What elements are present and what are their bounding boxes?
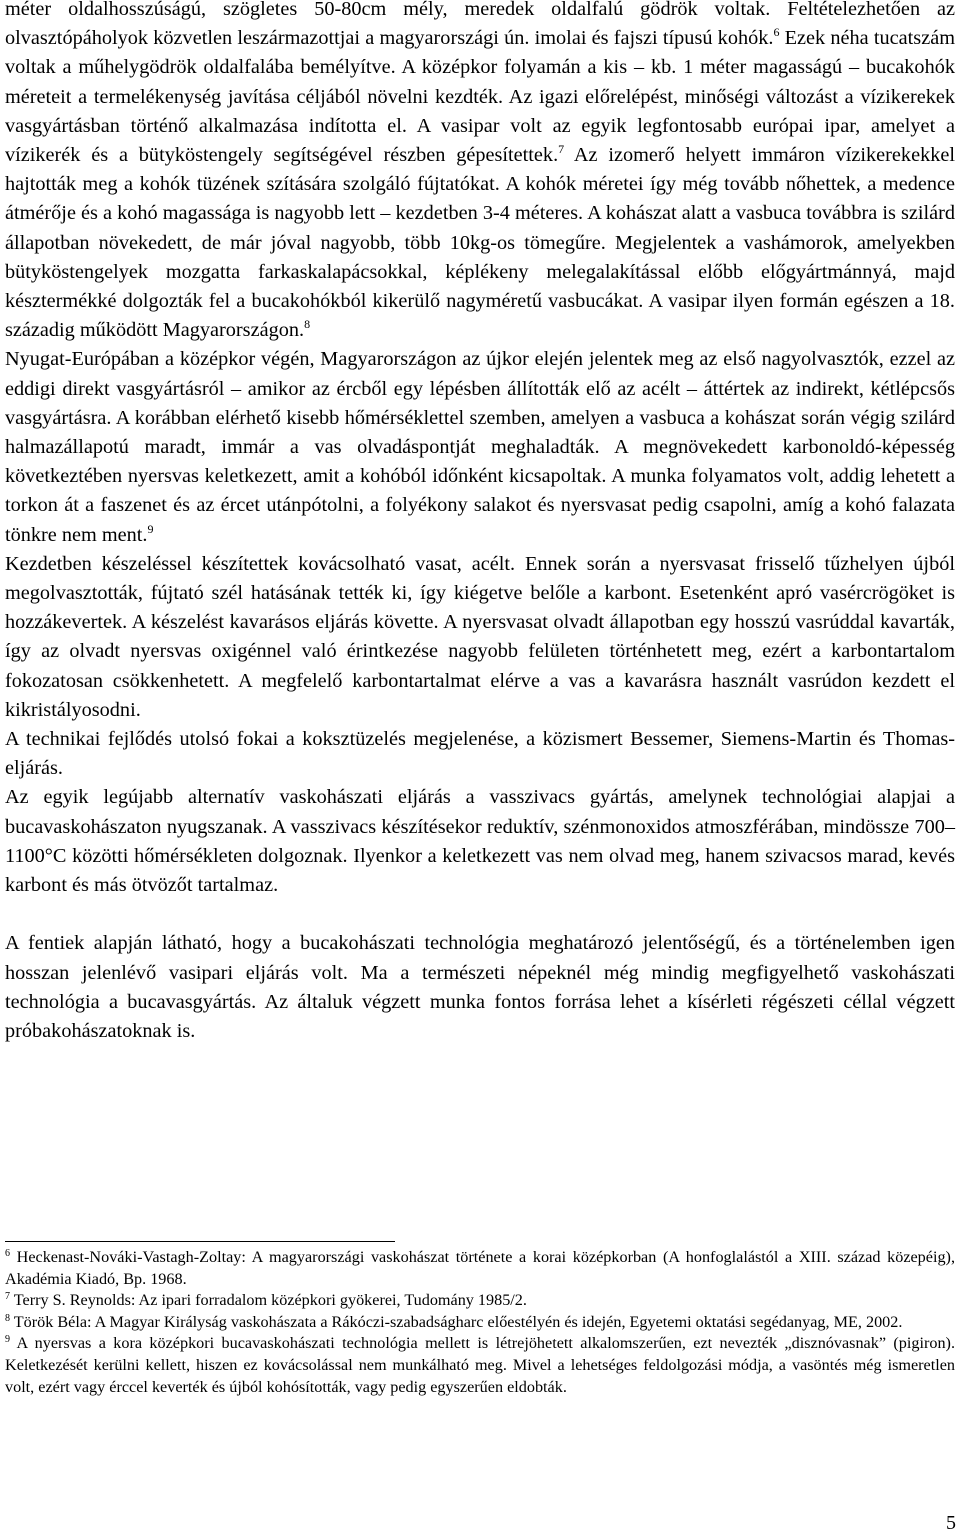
paragraph-3: Kezdetben készeléssel készítettek kovácsolható vasat, acélt. Ennek során a nyersvasat frisselő tűzhelyen újból megolvasztották, fújtató szél hatásának tették ki, így kiégetve belőle a karbont. Esetenként apró vasércrögöket is hozzákevertek. A készelést kavarásos eljárás követte. A nyersvasat olvadt állapotban egy hosszú vasrúddal kavarták, így az olvadt nyersvas oxigénnel való érintkezése nagyobb felületen történhetett meg, ezért a karbontartalom fokozatosan csökkenhetett. A megfelelő karbontartalmat elérve a vas a kavarásra használt vasrúdon kezdett el kikristályosodni.	[5, 552, 955, 721]
footnote-number: 7	[5, 1291, 10, 1303]
footnotes	[5, 1247, 955, 1398]
footnote-9	[5, 1333, 955, 1398]
footnote-ref: 6	[773, 25, 780, 40]
footnote-ref: 9	[147, 521, 154, 536]
footnote-text: Terry S. Reynolds: Az ipari forradalom középkori gyökerei, Tudomány 1985/2.	[10, 1291, 527, 1310]
footnote-number: 9	[5, 1334, 10, 1346]
paragraph-1	[5, 0, 955, 345]
footnote-text: Török Béla: A Magyar Királyság vaskohászata a Rákóczi-szabadságharc előestélyén és idején, Egyetemi oktatási segédanyag, ME, 2002.	[10, 1312, 903, 1331]
footnote-ref: 8	[304, 317, 311, 332]
page-number: 5	[946, 1512, 956, 1534]
paragraph-2	[5, 345, 955, 549]
paragraph-6: A fentiek alapján látható, hogy a bucakohászati technológia meghatározó jelentőségű, és a történelemben igen hosszan jelenlévő vasipari eljárás volt. Ma a természeti népeknél még mindig megfigyelhető vaskohászati technológia a bucavasgyártás. Az általuk végzett munka fontos forrása lehet a kísérleti régészeti céllal végzett próbakohászatoknak is.	[5, 932, 955, 1042]
paragraph-text: Az izomerő helyett immáron vízikerekekkel hajtották meg a kohók tüzének szítására szolgáló fújtatókat. A kohók méretei így még tovább nőhettek, a medence átmérője és a kohó magassága is nagyobb lett – kezdetben 3-4 méteres. A kohászat alatt a vasbuca továbbra is szilárd állapotban növekedett, de már jóval nagyobb, több 10kg-os tömegűre. Megjelentek a vashámorok, amelyekben bütyköstengelyek mozgatta farkaskalapácsokkal, képlékeny melegalakítással előbb előgyártmánnyá, majd késztermékké dolgozták fel a bucakohókból kikerülő nagyméretű vasbucákat. A vasipar ilyen formán egészen a 18. századig működött Magyarországon.	[5, 144, 955, 342]
footnote-text: Heckenast-Nováki-Vastagh-Zoltay: A magyarországi vaskohászat története a korai középkorban (A honfoglalástól a XIII. század közepéig), Akadémia Kiadó, Bp. 1968.	[5, 1248, 955, 1288]
main-text	[5, 0, 955, 1046]
footnote-6	[5, 1247, 955, 1290]
footnote-separator	[5, 1241, 395, 1242]
footnote-text: A nyersvas a kora középkori bucavaskohászati technológia mellett is létrejöhetett alkalomszerűen, ezt nevezték „disznóvasnak” (pigiron). Keletkezését kerülni kellett, hiszen ez kovácsolással nem munkálható meg. Mivel a lehetséges feldolgozási módja, a vasöntés még ismeretlen volt, ezért vagy érccel keverték és újból kohósították, vagy pedig egyszerűen eldobták.	[5, 1334, 955, 1396]
footnote-7	[5, 1290, 955, 1312]
paragraph-4: A technikai fejlődés utolsó fokai a koksztüzelés megjelenése, a közismert Bessemer, Siemens-Martin és Thomas-eljárás.	[5, 728, 955, 780]
paragraph-5: Az egyik legújabb alternatív vaskohászati eljárás a vasszivacs gyártás, amelynek technológiai alapjai a bucavaskohászaton nyugszanak. A vasszivacs készítésekor reduktív, szénmonoxidos atmoszférában, mindössze 700–1100°C közötti hőmérsékleten dolgoznak. Ilyenkor a keletkezett vas nem olvad meg, hanem szivacsos marad, kevés karbont és más ötvözőt tartalmaz.	[5, 786, 955, 897]
footnote-number: 8	[5, 1312, 10, 1324]
footnote-number: 6	[5, 1248, 10, 1259]
footnote-ref: 7	[558, 142, 565, 157]
paragraph-text: Nyugat-Európában a középkor végén, Magyarországon az újkor elején jelentek meg az első nagyolvasztók, ezzel az eddigi direkt vasgyártásról – amikor az ércből egy lépésben állították elő az acélt – áttértek az indirekt, kétlépcsős vasgyártásra. A korábban elérhető kisebb hőmérséklettel szemben, amelyen a vasbuca a kohászat során végig szilárd halmazállapotú maradt, immár a vas olvadáspontját meghaladták. A megnövekedett karbonoldó-képesség következtében nyersvas keletkezett, amit a kohóból időnként kicsapoltak. A munka folyamatos volt, addig lehetett a torkon át a faszenet és az ércet utánpótolni, a folyékony salakot és nyersvasat pedig csapolni, amíg a kohó falazata tönkre nem ment.	[5, 348, 955, 546]
paragraph-gap	[5, 900, 955, 929]
document-page	[5, 0, 955, 1046]
paragraph-text: Ezek néha tucatszám voltak a műhelygödrök oldalfalába bemélyítve. A középkor folyamán a kis – kb. 1 méter magasságú – bucakohók méreteit a termelékenység javítása céljából növelni kezdték. Az igazi előrelépést, minőségi változást a vízikerekek vasgyártásban történő alkalmazása indította el. A vasipar volt az egyik legfontosabb európai ipar, amelyet a vízikerék és a bütyköstengely segítségével részben gépesítettek.	[5, 27, 955, 167]
footnote-8	[5, 1312, 955, 1334]
paragraph-text: méter oldalhosszúságú, szögletes 50-80cm mély, meredek oldalfalú gödrök voltak. Feltételezhetően az olvasztópáholyok közvetlen leszármazottjai a magyarországi ún. imolai és fajszi típusú kohók.	[5, 0, 955, 50]
